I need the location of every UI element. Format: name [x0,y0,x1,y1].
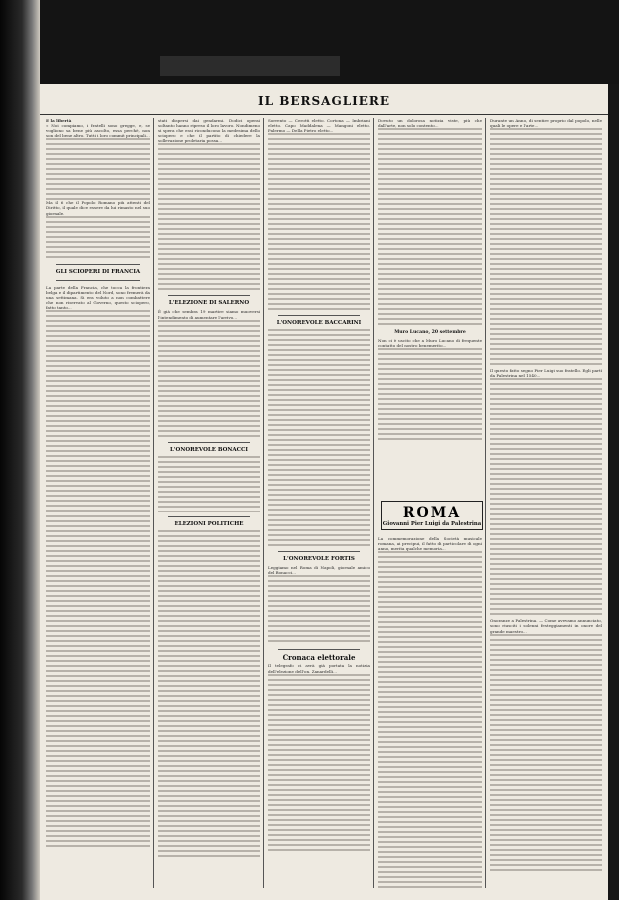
article-text: La commemorazione della Società musicale romana, ai precipui, il fatto di particolare di ogni anno, merita qualche memoria... [378,536,482,552]
dateline-heading: Muro Lucano, 20 settembre [394,330,466,336]
article-text: Il questo fatto segno Pier Luigi suo fratello. Egli partì da Palestrina nel 1540... [490,368,602,379]
paper-edge [160,56,340,76]
section-heading: L'ONOREVOLE BONACCI [169,446,249,453]
section-heading: L'ONOREVOLE FORTIS [283,556,355,563]
text-block [268,329,370,547]
text-block [268,133,370,311]
article-text: Leggiamo nel Roma di Napoli, giornale amico del Bonacci... [268,565,370,576]
column-rule [373,118,374,888]
article-text: « Noi compiamo, i fratelli sono gregge, e, se vogliono sa bene più ascolto, essa perchè, non son del bene altro. Tutti i loro commit principali... [46,123,150,139]
text-block [378,348,482,440]
section-heading: L'ONOREVOLE BACCARINI [276,320,362,327]
text-block [158,456,260,512]
section-heading: ELEZIONI POLITICHE [174,520,244,527]
divider [168,516,250,517]
article-text: Ma il 6 che il Popolo Romano più attenti del Diritto, il quale dice essere da lui rimasto nel suo giornale. [46,200,150,216]
section-heading: L'ELEZIONE DI SALERNO [168,300,250,307]
divider [278,649,360,650]
newspaper-page [40,84,608,900]
article-intro: E la libertà [46,118,72,123]
roma-subtitle: Giovanni Pier Luigi da Palestrina [382,521,482,527]
masthead-title: IL BERSAGLIERE [257,94,391,108]
book-spine [0,0,40,900]
text-block [46,310,150,850]
top-margin-strip [40,0,619,84]
article-text: È già che sembra 19 martire siamo muoversi l'intendimento di aumentare l'arrivo... [158,309,260,320]
section-heading: Cronaca elettorale [282,653,356,663]
column-rule [263,118,264,888]
column-3 [268,118,370,896]
text-block [378,551,482,891]
divider [56,280,140,281]
divider [278,551,360,552]
article-text: Dovuto un dolorosa notizia viste, più che dall'arte, non solo contento... [378,118,482,129]
column-rule [485,118,486,888]
divider [278,315,360,316]
column-rule [153,118,154,888]
roma-section-header [381,501,483,530]
column-4-lower [378,536,482,896]
text-block [268,674,370,854]
column-2 [158,118,260,896]
article-text: La parte della Francia, che tocca la frontiera belga e il dipartimento del Nord, sono fremerà da una settimana. Si era voluto a non combattere che non riservato al Governo, questo sciopero, fatto tanto... [46,284,150,311]
section-heading: GLI SCIOPERI DI FRANCIA [55,268,141,275]
masthead [40,84,608,115]
divider [168,295,250,296]
article-text: Sorrento — Cerotti eletto. Cortona — Imbriani eletto. Capo Maddalena — Mangoni eletto. Palermo — Della Pietro eletto... [268,118,370,134]
text-block [490,378,602,618]
article-text: Onoranze a Palestrina. — Come avevamo annunciato, sono riusciti i solenni festeggiamenti in onore del grande maestro... [490,618,602,634]
article-text: Il telegrafo ci avrà già portata la notizia dell'elezione dell'on. Zanardelli... [268,663,370,674]
text-block [46,216,150,260]
text-block [158,530,260,860]
article-text: Durante un Anno, di sentire proprio dal popolo, nelle quali le opere e l'arte... [490,118,602,129]
article-text: Non ci è uscito che a Muro Lucano di frequente contatto del nostro benemerito... [378,338,482,349]
roma-title: ROMA [402,505,462,521]
text-block [378,128,482,326]
divider [56,264,140,265]
text-block [158,320,260,438]
divider [168,442,250,443]
article-text: stati dispersi dai gendarmi. Dodici operai soltanto hanno ripreso il loro lavoro. Nondimeno si spera che essi riconducono la medesima dello sciopero e che il partito di chiedere la sollevazione proletaria possa... [158,118,260,144]
text-block [490,634,602,874]
column-1 [46,118,150,896]
text-block [268,575,370,645]
column-5 [490,118,602,896]
text-block [490,128,602,368]
text-block [158,143,260,291]
text-block [46,138,150,200]
